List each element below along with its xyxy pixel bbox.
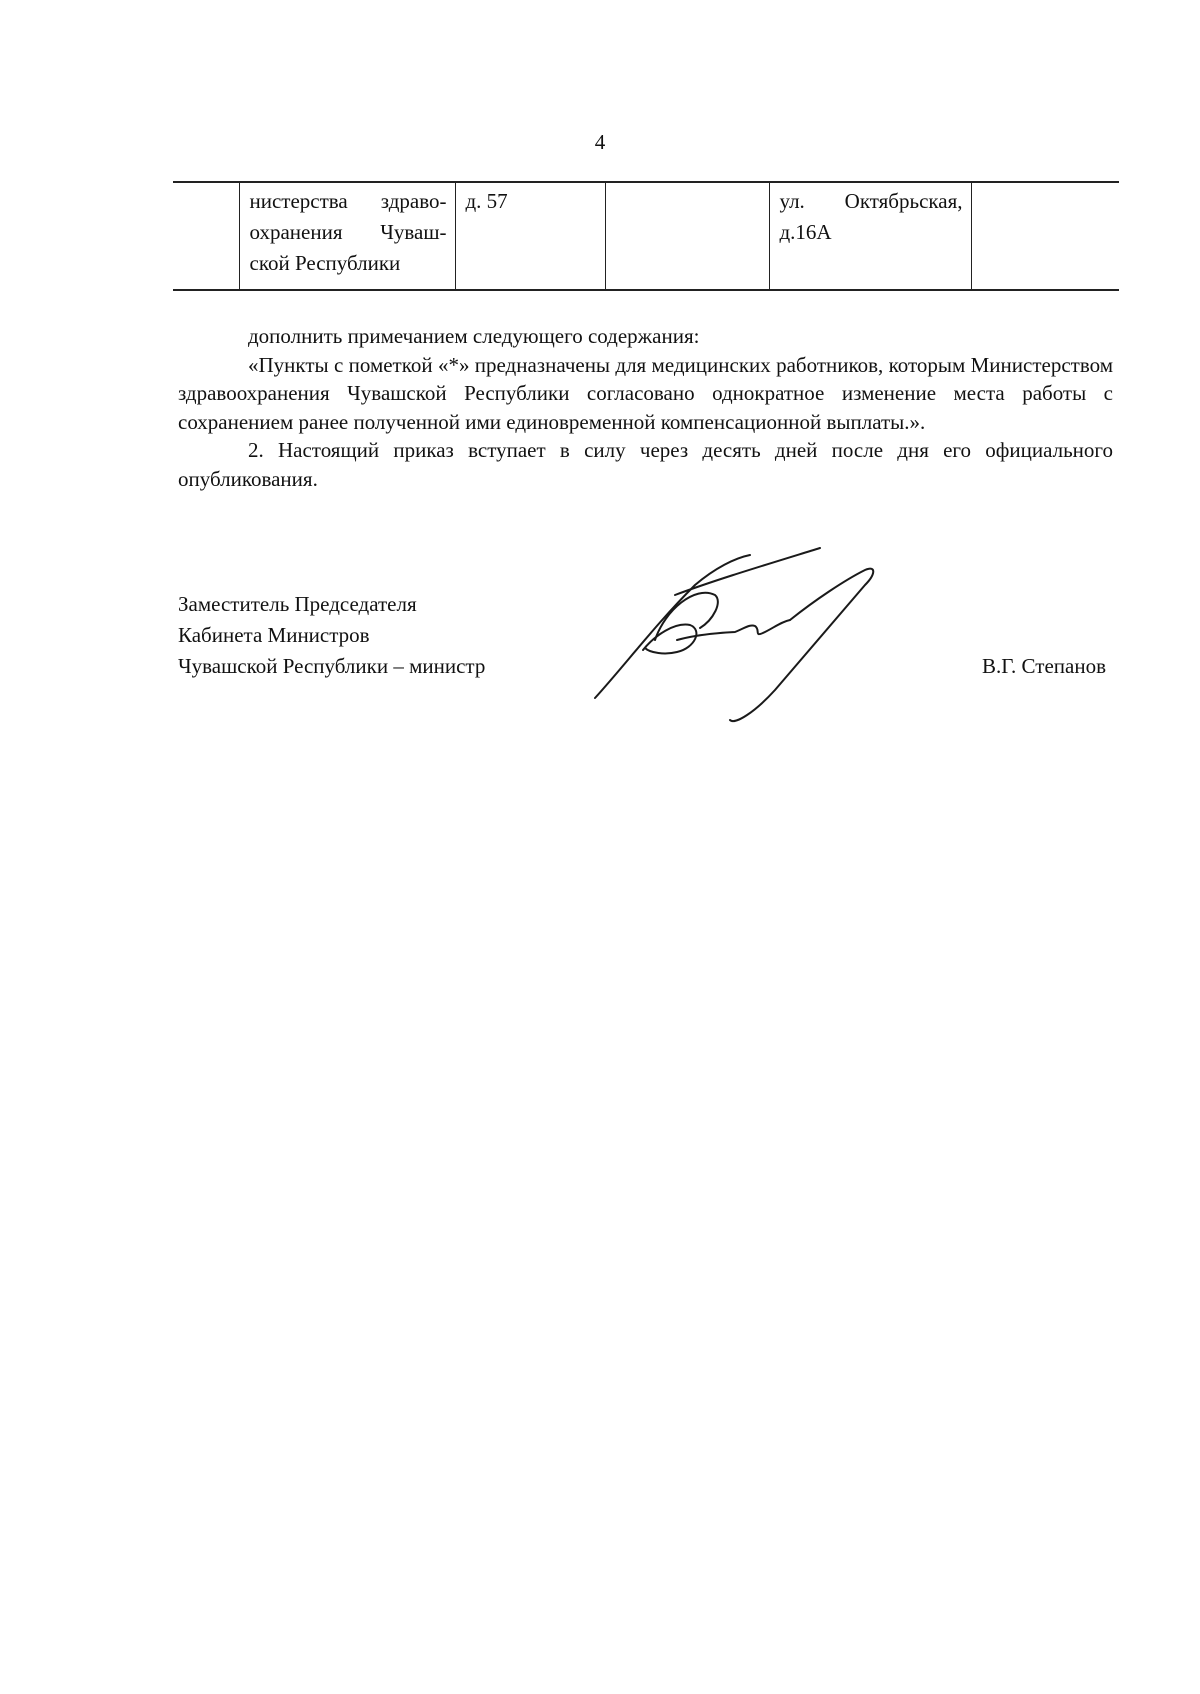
organization-line: ской Республики xyxy=(249,251,401,275)
organization-line: охранения Чуваш- xyxy=(249,220,447,244)
continued-table xyxy=(173,181,1119,291)
paragraph-clause-2: 2. Настоящий приказ вступает в силу через десять дней после дня его официального опубликования. xyxy=(178,438,1113,491)
table-cell-address xyxy=(769,182,971,290)
signer-name: В.Г. Степанов xyxy=(982,654,1106,678)
position-line: Чувашской Республики – министр xyxy=(178,654,486,678)
table-cell-last xyxy=(971,182,1119,290)
page-number: 4 xyxy=(594,130,606,154)
table-row xyxy=(173,182,1119,290)
table-cell-organization xyxy=(239,182,455,290)
signatory-position xyxy=(178,589,485,682)
position-line: Кабинета Министров xyxy=(178,623,370,647)
table-cell-empty xyxy=(605,182,769,290)
table-cell-number xyxy=(173,182,239,290)
body-text xyxy=(178,322,1113,493)
address-line: д.16А xyxy=(779,220,832,244)
table-cell-house: д. 57 xyxy=(455,182,605,290)
address-line: ул. Октябрьская, xyxy=(779,189,963,213)
paragraph-intro: дополнить примечанием следующего содержания: xyxy=(248,324,700,348)
position-line: Заместитель Председателя xyxy=(178,592,417,616)
handwritten-signature xyxy=(585,540,905,730)
paragraph-note: «Пункты с пометкой «*» предназначены для медицинских работников, которым Министерством здравоохранения Чувашской Республики согласовано однократное изменение места работы с сохранением ранее полученной ими единовременной компенсационной выплаты.». xyxy=(178,352,1113,434)
organization-line: нистерства здраво- xyxy=(249,189,447,213)
